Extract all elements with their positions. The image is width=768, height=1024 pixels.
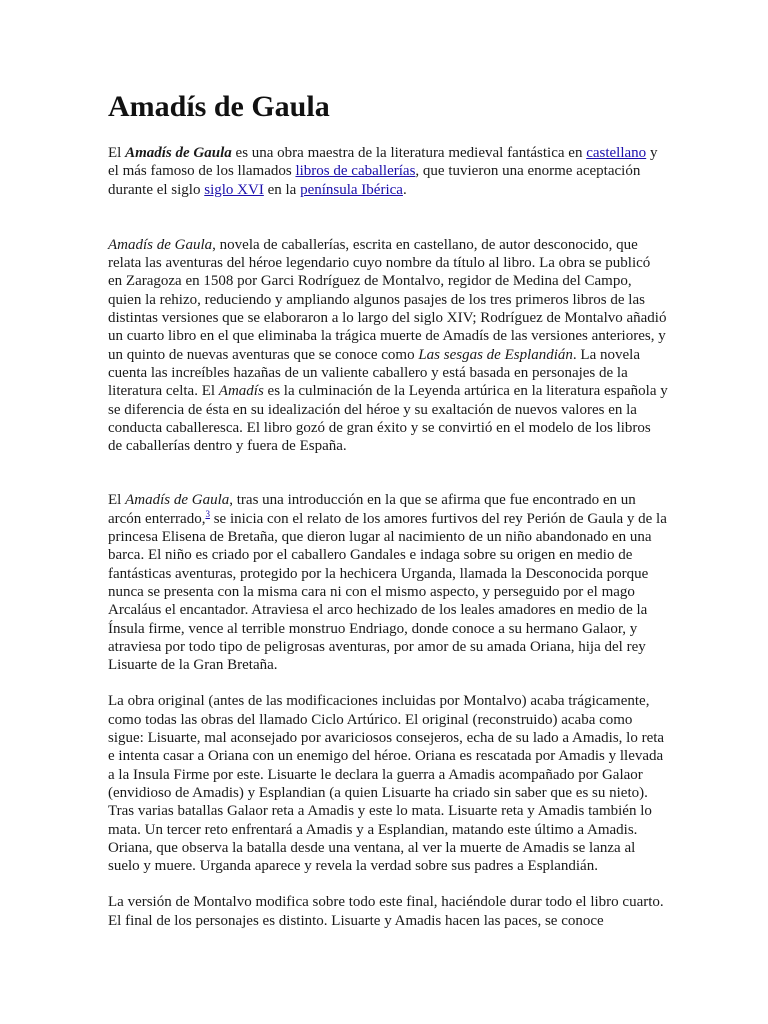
summary-paragraph	[108, 236, 668, 456]
text-run: se inicia con el relato de los amores furtivos del rey Perión de Gaula y de la princesa Elisena de Bretaña, que dieron lugar al nacimiento de un niño abandonado en una barca. El niño es criado por el caballero Gandales e indaga sobre su origen en medio de fantásticas aventuras, protegido por la hechicera Urganda, llamada la Desconocida porque nunca se presenta con la misma cara ni con el mismo aspecto, y perseguido por el mago Arcaláus el encantador. Atraviesa el arco hechizado de los leales amadores en medio de la Ínsula firme, vence al terrible monstruo Endriago, donde conoce a su hermano Galaor, y atraviesa por todo tipo de peligrosas aventuras, por amor de su amada Oriana, hija del rey Lisuarte de la Gran Bretaña.	[108, 510, 667, 674]
text-run: El	[108, 145, 126, 161]
bold-italic-title: Amadís de Gaula	[125, 145, 232, 161]
link-castellano[interactable]: castellano	[586, 145, 647, 161]
montalvo-version-paragraph: La versión de Montalvo modifica sobre todo este final, haciéndole durar todo el libro cuarto. El final de los personajes es distinto. Lisuarte y Amadis hacen las paces, se conoce	[108, 894, 664, 929]
link-peninsula-iberica[interactable]: península Ibérica	[300, 181, 403, 198]
intro-paragraph	[108, 144, 668, 199]
link-siglo-xvi[interactable]: siglo XVI	[204, 181, 264, 198]
text-run: .	[402, 181, 407, 198]
text-run: . La novela cuenta las increíbles hazañas de un valiente caballero y está basada en personajes de la literatura celta. El	[108, 346, 640, 400]
italic-text: Las sesgas de Esplandián	[418, 346, 573, 363]
text-run: en la	[263, 181, 301, 198]
text-run: , novela de caballerías, escrita en castellano, de autor desconocido, que relata las aventuras del héroe legendario cuyo nombre da título al libro. La obra se publicó en Zaragoza en 1508 por Garci Rodríguez de Montalvo, regidor de Medina del Campo, quien la rehizo, reduciendo y ampliando algunos pasajes de los tres primeros libros de las distintas versiones que se elaboraron a lo largo del siglo XIV; Rodríguez de Montalvo añadió un cuarto libro en el que eliminaba la trágica muerte de Amadís de las versiones anteriores, y un quinto de nuevas aventuras que se conoce como	[108, 236, 667, 363]
text-run: , que tuvieron una enorme aceptación durante el siglo	[108, 163, 641, 198]
link-libros-de-caballerias[interactable]: libros de caballerías	[295, 163, 416, 180]
text-run: y el más famoso de los llamados	[108, 145, 658, 180]
italic-text: Amadís de Gaula	[125, 492, 230, 509]
plot-paragraph	[108, 491, 668, 674]
text-run: El	[108, 492, 126, 509]
page-title: Amadís de Gaula	[108, 90, 330, 123]
text-run: es una obra maestra de la literatura medieval fantástica en	[231, 145, 587, 161]
text-run: es la culminación de la Leyenda artúrica en la literatura española y se diferencia de ésta en su idealización del héroe y su exaltación de nuevos valores en la conducta caballeresca. El libro gozó de gran éxito y se convirtió en el modelo de los libros de caballerías dentro y fuera de España.	[108, 383, 668, 455]
italic-text: Amadís	[218, 383, 264, 400]
text-run: , tras una introducción en la que se afirma que fue encontrado en un arcón enterrado,	[108, 492, 636, 527]
footnote-ref-link[interactable]: 3	[205, 508, 210, 519]
original-ending-paragraph: La obra original (antes de las modificaciones incluidas por Montalvo) acaba trágicamente, como todas las obras del llamado Ciclo Artúrico. El original (reconstruido) acaba como sigue: Lisuarte, mal aconsejado por avariciosos consejeros, echa de su lado a Amadis, lo reta e intenta casar a Oriana con un enemigo del héroe. Oriana es rescatada por Amadis y llevada a la Insula Firme por este. Lisuarte le declara la guerra a Amadis acompañado por Galaor (envidioso de Amadis) y Esplandian (a quien Lisuarte ha criado sin saber que es su nieto). Tras varias batallas Galaor reta a Amadis y este lo mata. Lisuarte reta y Amadis también lo mata. Un tercer reto enfrentará a Amadis y a Esplandian, matando este último a Amadis. Oriana, que observa la batalla desde una ventana, al ver la muerte de Amadis se lanza al suelo y muere. Urganda aparece y revela la verdad sobre sus padres a Esplandián.	[108, 693, 665, 875]
italic-text: Amadís de Gaula	[108, 236, 213, 253]
